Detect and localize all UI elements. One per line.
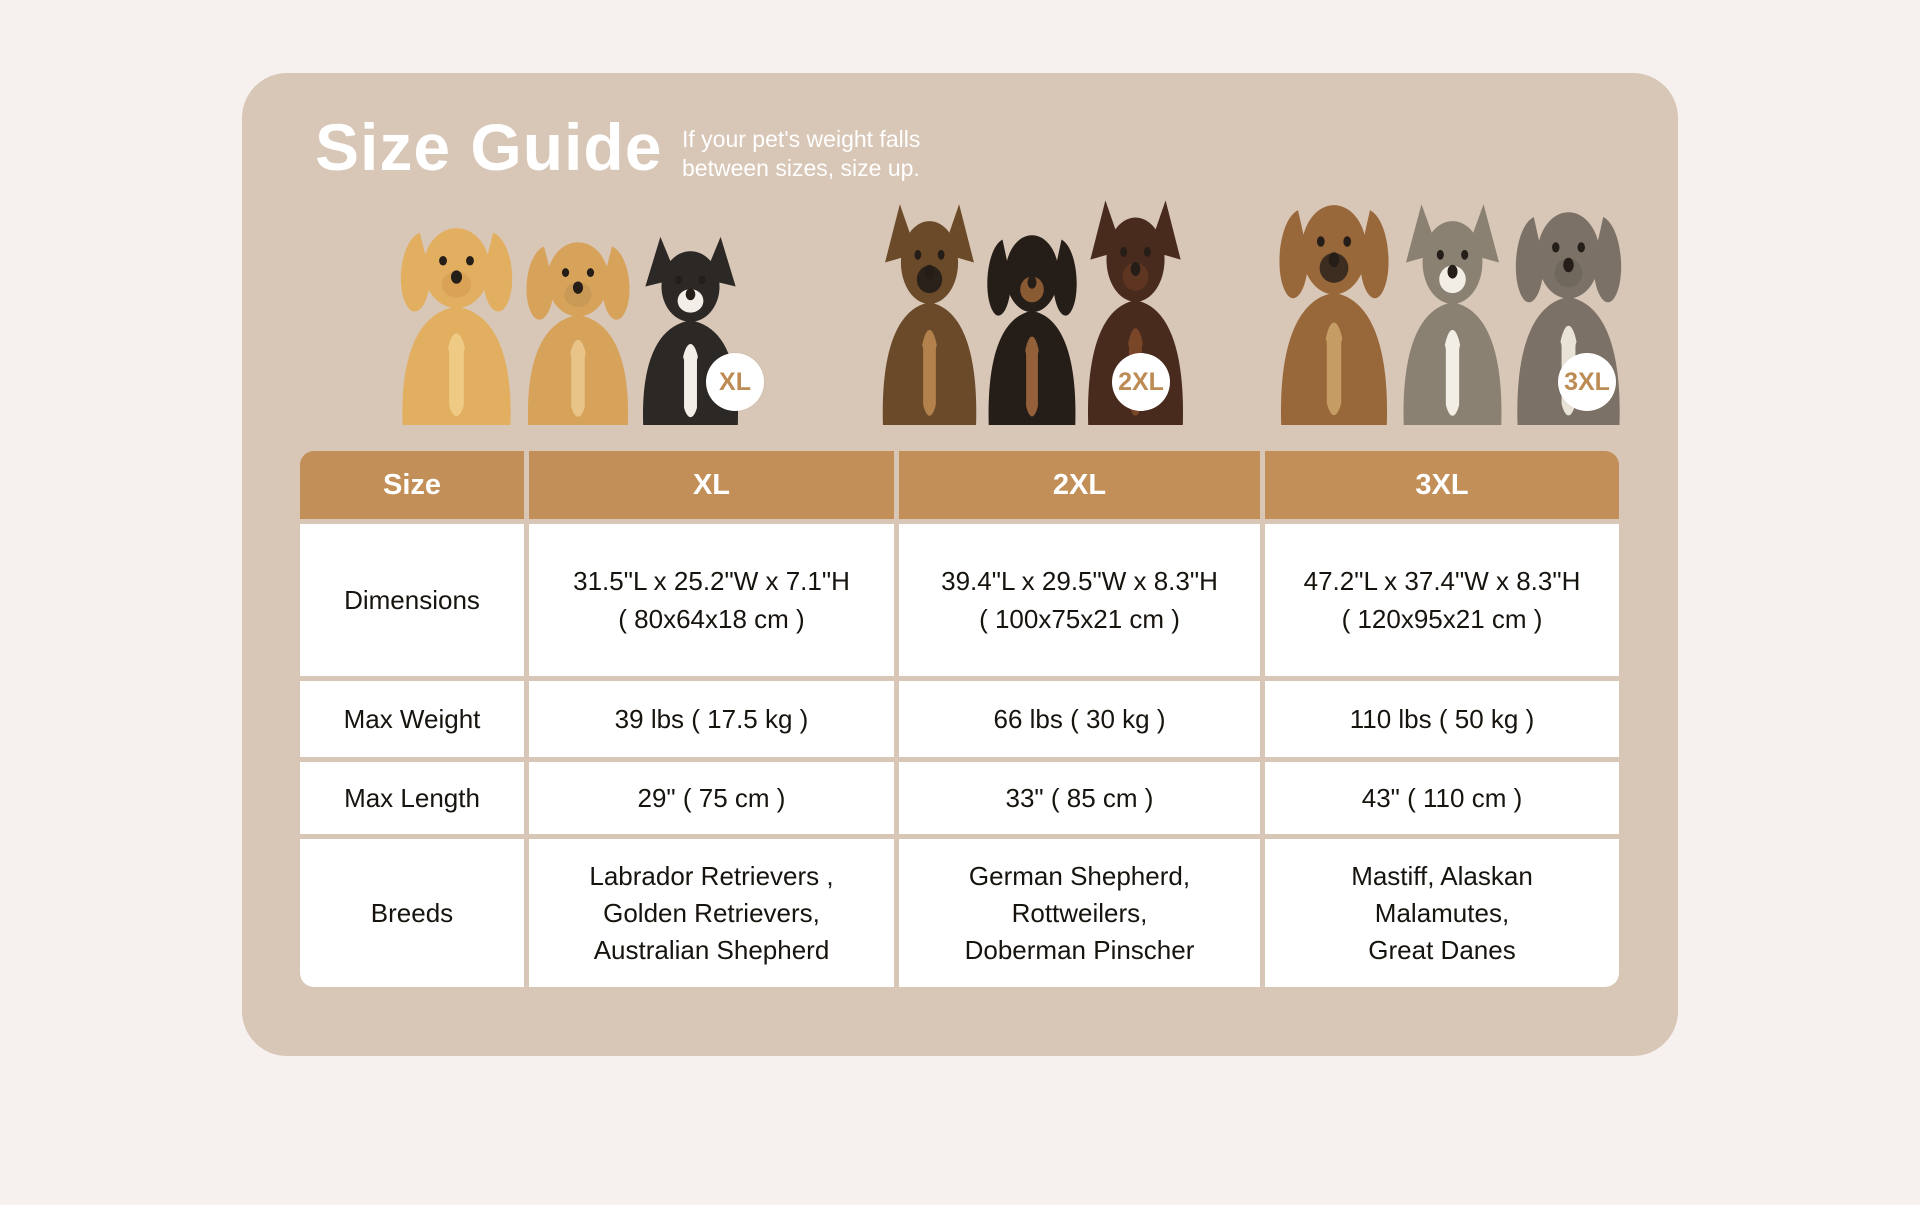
max-length-xl-cell bbox=[529, 762, 894, 834]
cell-line: Malamutes, bbox=[1374, 897, 1510, 928]
breeds-xl-cell bbox=[529, 839, 894, 987]
max-weight-3xl-cell bbox=[1265, 681, 1619, 757]
column-header-xl: XL bbox=[529, 451, 894, 519]
cell-line: Mastiff, Alaskan bbox=[1351, 860, 1533, 891]
cell-line: Labrador Retrievers , bbox=[589, 860, 834, 891]
max-weight-xl-cell bbox=[529, 681, 894, 757]
breeds-2xl-cell bbox=[899, 839, 1260, 987]
size-badge-2xl: 2XL bbox=[1112, 353, 1170, 411]
column-header-3xl: 3XL bbox=[1265, 451, 1619, 519]
cell-line: 43" ( 110 cm ) bbox=[1361, 783, 1523, 813]
cell-line: Doberman Pinscher bbox=[964, 934, 1195, 965]
size-guide-table bbox=[300, 451, 1619, 987]
cell-line: ( 80x64x18 cm ) bbox=[618, 604, 805, 634]
cell-line: 110 lbs ( 50 kg ) bbox=[1349, 704, 1535, 734]
row-label-max-weight: Max Weight bbox=[300, 681, 524, 757]
row-label-breeds: Breeds bbox=[300, 839, 524, 987]
cell-line: 31.5"L x 25.2"W x 7.1"H bbox=[573, 566, 850, 596]
dimensions-2xl-cell bbox=[899, 524, 1260, 676]
breeds-3xl-cell bbox=[1265, 839, 1619, 987]
cell-line: 47.2"L x 37.4"W x 8.3"H bbox=[1303, 566, 1581, 596]
size-badge-xl: XL bbox=[706, 353, 764, 411]
cell-line: ( 120x95x21 cm ) bbox=[1341, 604, 1543, 634]
cell-line: 39.4"L x 29.5"W x 8.3"H bbox=[941, 566, 1218, 596]
row-label-dimensions: Dimensions bbox=[300, 524, 524, 676]
page-title: Size Guide bbox=[315, 110, 663, 184]
size-guide-card bbox=[242, 73, 1678, 1056]
cell-line: 29" ( 75 cm ) bbox=[637, 783, 786, 813]
column-header-size: Size bbox=[300, 451, 524, 519]
dog-mastiff bbox=[1262, 177, 1406, 425]
subtitle-line-1: If your pet's weight falls bbox=[682, 126, 921, 152]
cell-line: 33" ( 85 cm ) bbox=[1005, 783, 1154, 813]
cell-line: German Shepherd, bbox=[968, 860, 1191, 891]
cell-line: ( 100x75x21 cm ) bbox=[979, 604, 1180, 634]
page-subtitle bbox=[682, 125, 920, 183]
cell-line: Great Danes bbox=[1368, 934, 1516, 965]
cell-line: Golden Retrievers, bbox=[603, 897, 820, 928]
dimensions-3xl-cell bbox=[1265, 524, 1619, 676]
column-header-2xl: 2XL bbox=[899, 451, 1260, 519]
max-weight-2xl-cell bbox=[899, 681, 1260, 757]
cell-line: 66 lbs ( 30 kg ) bbox=[993, 704, 1166, 734]
row-label-max-length: Max Length bbox=[300, 762, 524, 834]
cell-line: 39 lbs ( 17.5 kg ) bbox=[614, 704, 809, 734]
max-length-3xl-cell bbox=[1265, 762, 1619, 834]
size-badge-3xl: 3XL bbox=[1558, 353, 1616, 411]
cell-line: Australian Shepherd bbox=[593, 934, 830, 965]
max-length-2xl-cell bbox=[899, 762, 1260, 834]
subtitle-line-2: between sizes, size up. bbox=[682, 155, 920, 181]
cell-line: Rottweilers, bbox=[1011, 897, 1148, 928]
dimensions-xl-cell bbox=[529, 524, 894, 676]
dog-labrador-retriever bbox=[383, 203, 530, 425]
